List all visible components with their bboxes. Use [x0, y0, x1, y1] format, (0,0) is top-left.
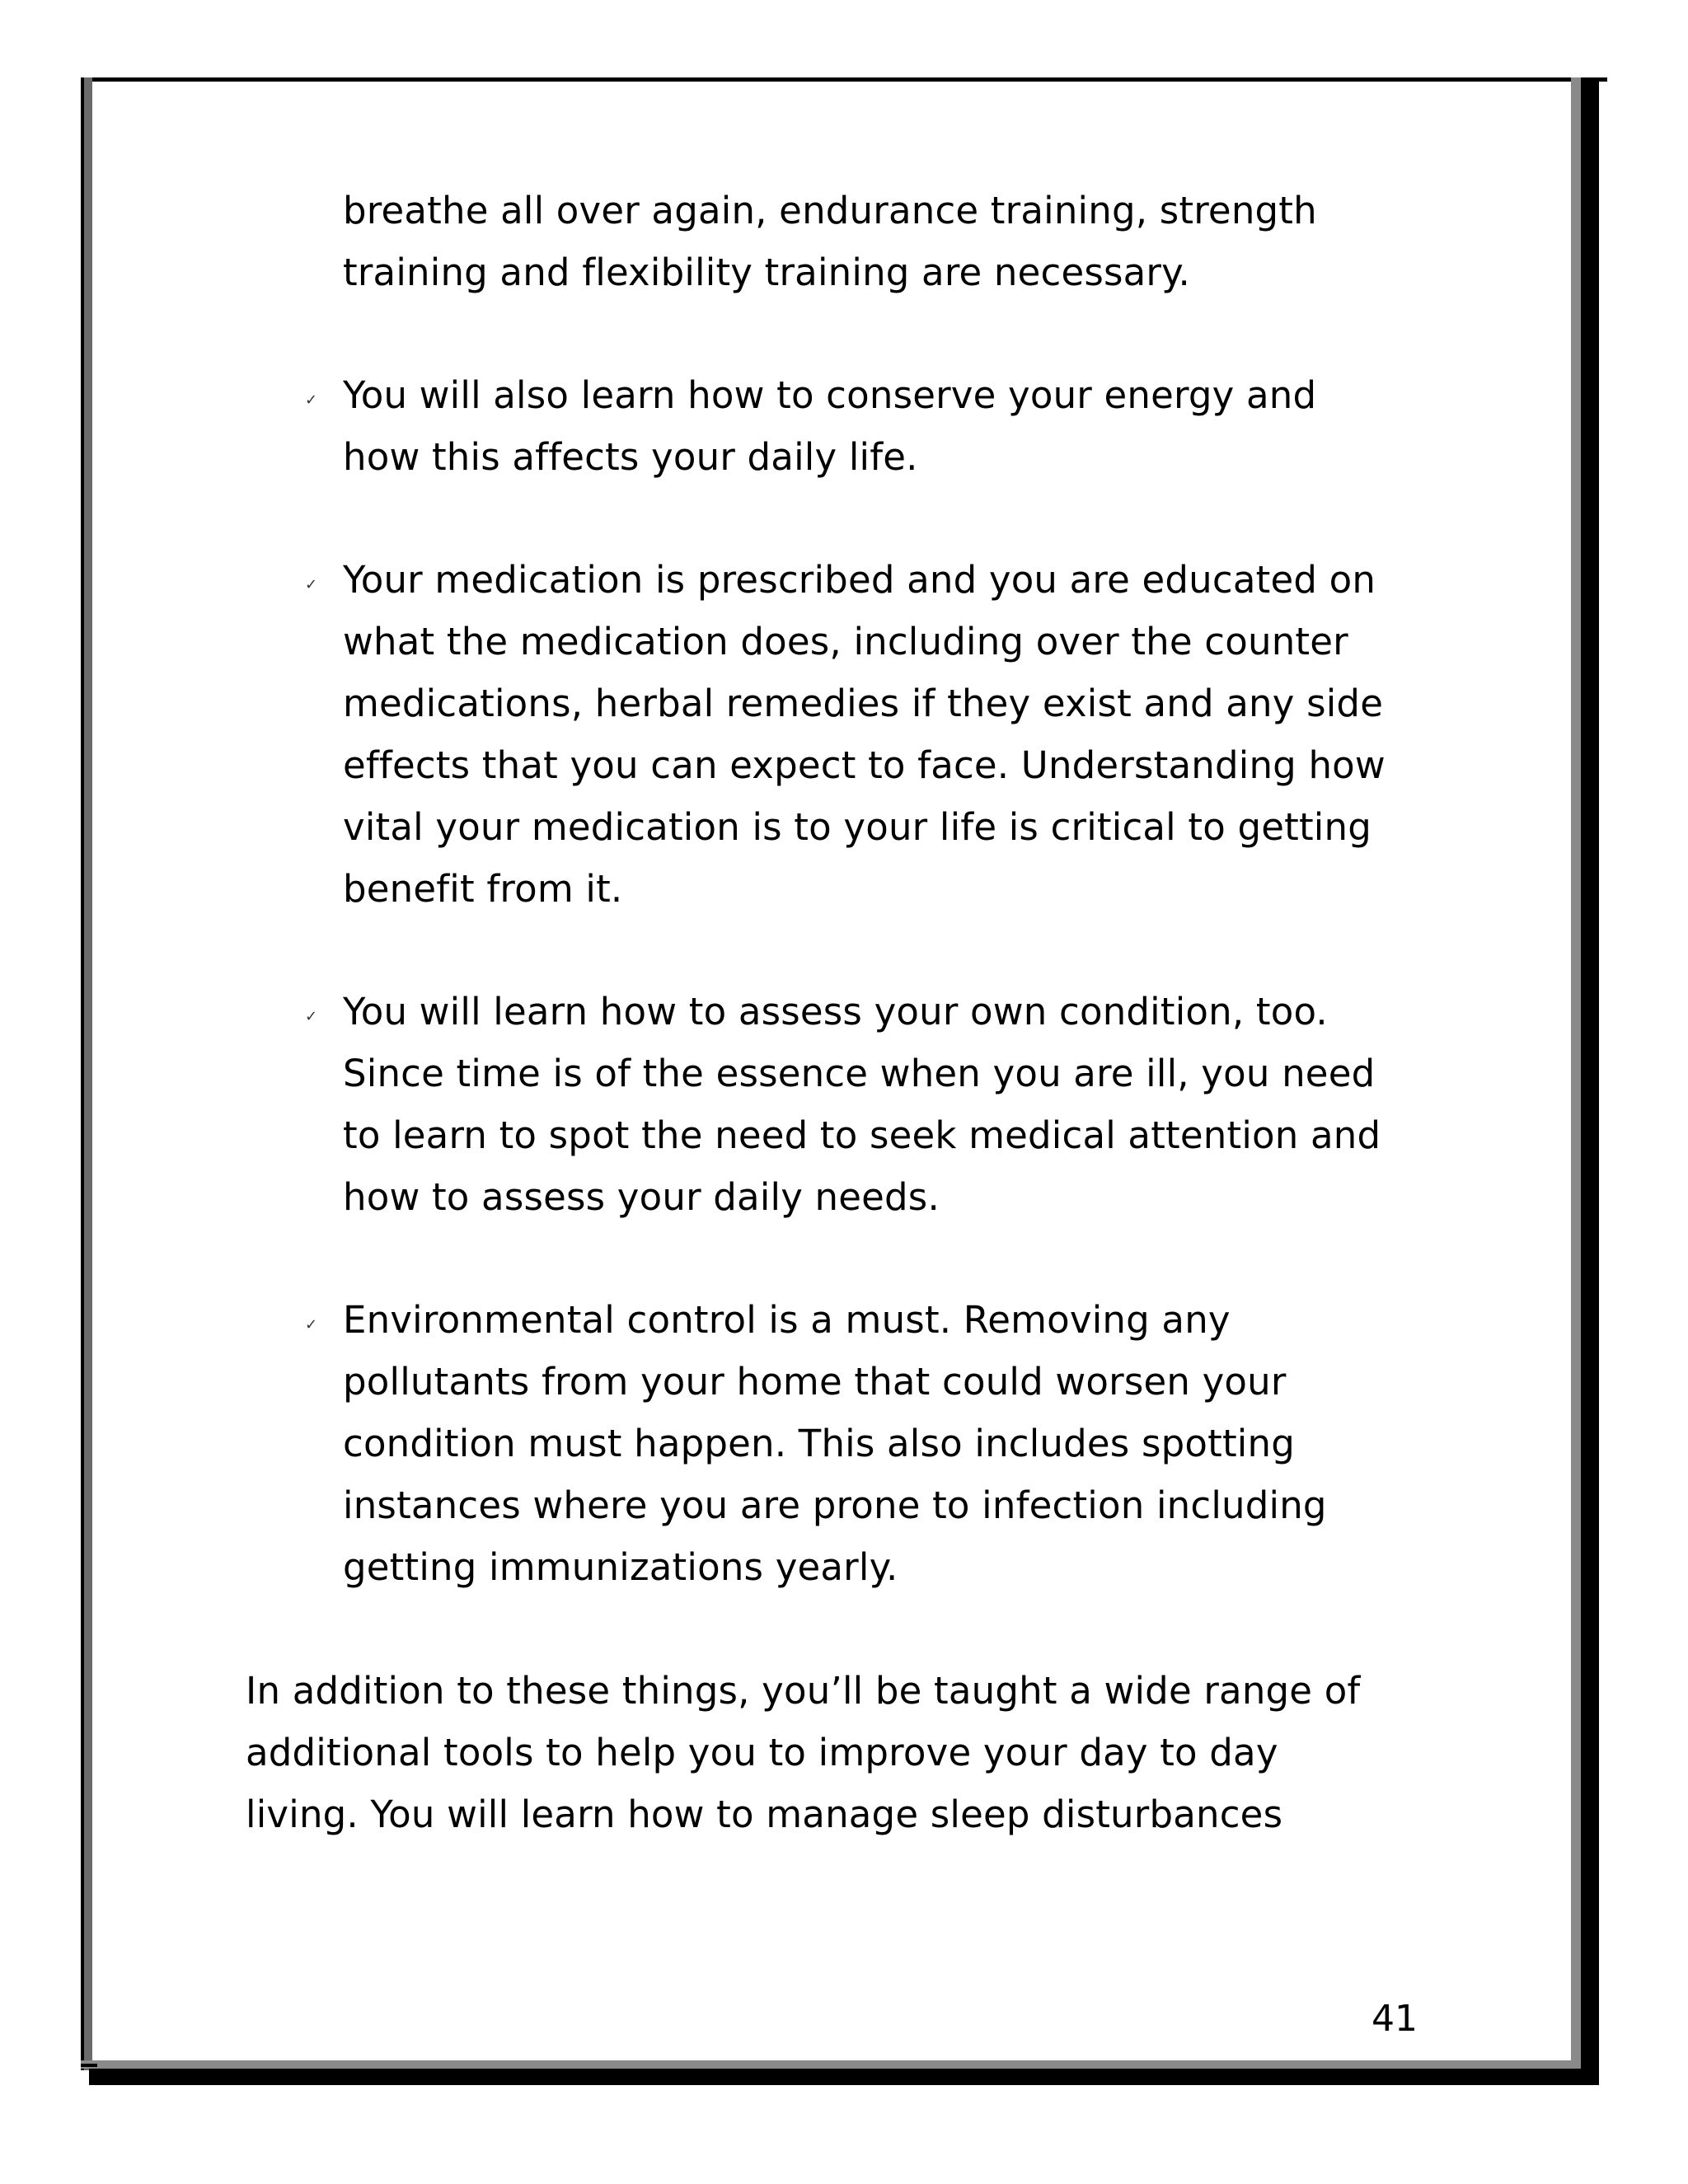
page-frame-bottom-border: [81, 2060, 1581, 2069]
checkmark-bullet-icon: ✓: [305, 576, 318, 593]
continuation-text: breathe all over again, endurance training, strength training and flexibility training are necessary.: [343, 189, 1317, 294]
page-frame-left-border: [81, 77, 92, 2070]
bullet-item-text: You will learn how to assess your own condition, too. Since time is of the essence when you are ill, you need to learn to spot the need to seek medical attention and how to assess your daily needs.: [343, 990, 1381, 1219]
bullet-item-text: Environmental control is a must. Removing any pollutants from your home that could worsen your condition must happen. This also includes spotting instances where you are prone to infection including getting immunizations yearly.: [343, 1298, 1327, 1589]
page-frame-corner: [81, 2064, 97, 2067]
page-frame-bottom-shadow: [89, 2069, 1599, 2085]
bullet-item-text: Your medication is prescribed and you are educated on what the medication does, including over the counter medications, herbal remedies if they exist and any side effects that you can expect to face. Understanding how vital your medication is to your life is critical to getting benefit from it.: [343, 558, 1386, 911]
closing-paragraph: In addition to these things, you’ll be taught a wide range of additional tools to help you to improve your day to day living. You will learn how to manage sleep disturbances: [246, 1669, 1361, 1836]
page-frame-right-shadow: [1581, 77, 1599, 2085]
page-frame-top-border: [81, 77, 1607, 82]
checkmark-bullet-icon: ✓: [305, 1316, 318, 1333]
page-frame-right-border: [1571, 77, 1581, 2070]
bullet-item-text: You will also learn how to conserve your energy and how this affects your daily life.: [343, 373, 1317, 479]
checkmark-bullet-icon: ✓: [305, 391, 318, 409]
page-number: 41: [1372, 1998, 1418, 2040]
checkmark-bullet-icon: ✓: [305, 1008, 318, 1025]
